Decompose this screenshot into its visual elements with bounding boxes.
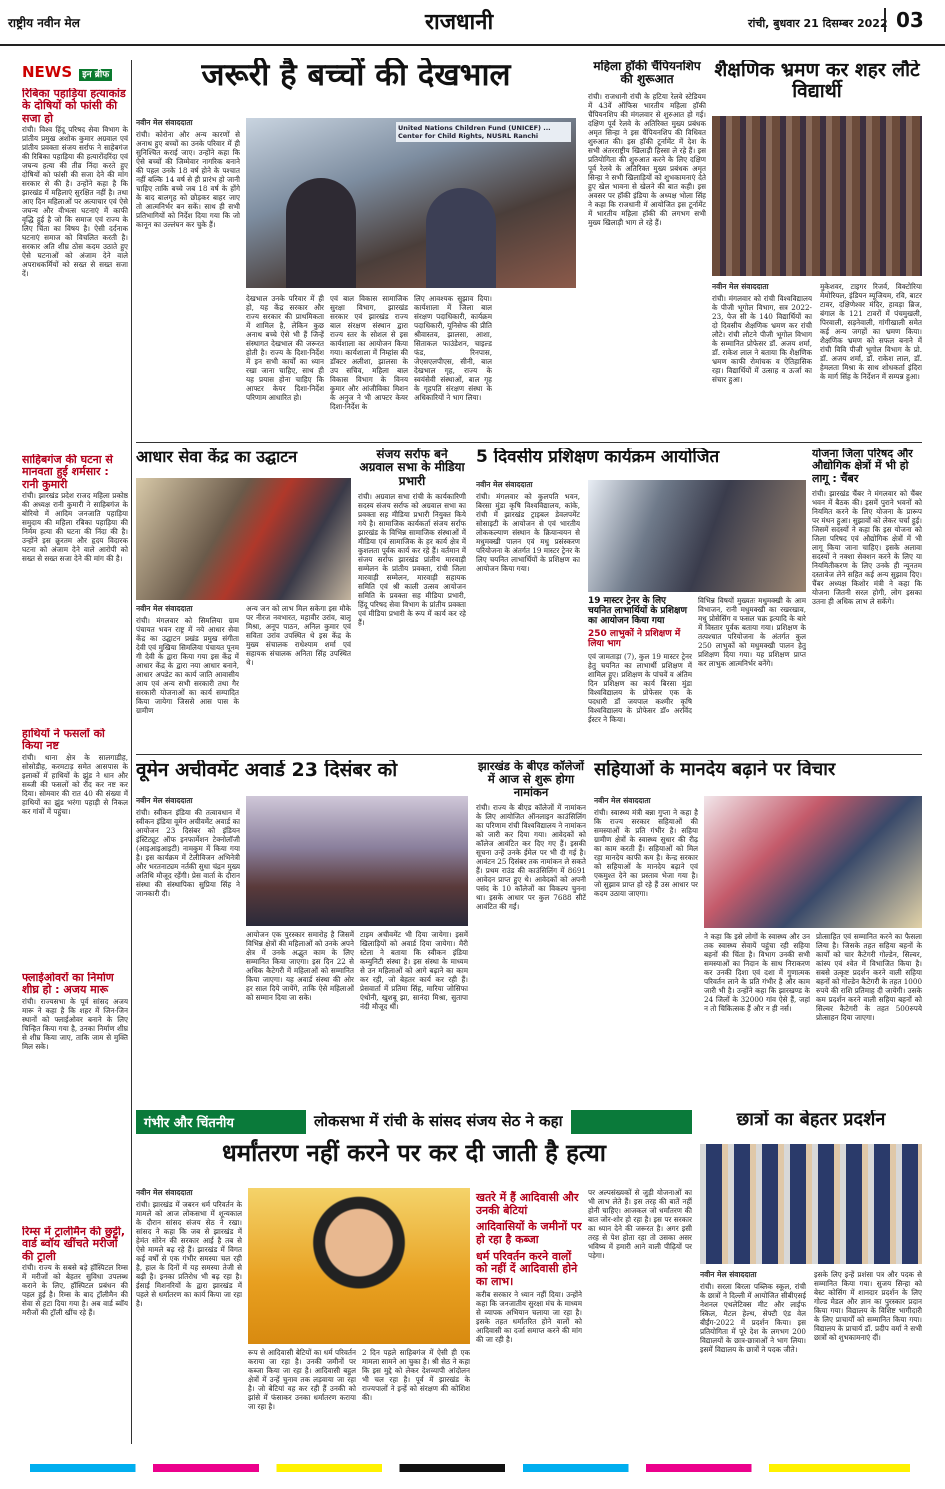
- kicker-label: गंभीर और चिंतनीय: [144, 1116, 234, 1131]
- conversion-text: करीब सरकार ने ध्यान नहीं दिया। उन्होंने कहा कि जनजातीय सुरक्षा मंच के माध्यम से व्यापक अभियान चलाया जा रहा है। इसके तहत धर्मांतरित होने वालों को आदिवासी का दर्जा समाप्त करने की मांग की जा रही है।: [476, 1290, 582, 1345]
- students-headline: छात्रों का बेहतर प्रदर्शन: [736, 1110, 886, 1130]
- lead-story: [136, 58, 576, 438]
- lead-text: लिए आवश्यक सुझाव दिया। कार्यशाला में जिला बाल संरक्षण पदाधिकारी, कार्यक्रम पदाधिकारी, यूनिसेफ की प्रीति श्रीवास्तव, झालसा, आशा, सिताकल फाउंडेशन, चाइल्ड फंड, रिनपास, जेएसएलपीएस, सीनी, बाल देखभाल गृह, राज्य के स्वयंसेवी संस्थाओं, बाल गृह के गृहपति संरक्षण संस्था के अधिकारियों ने भाग लिया।: [414, 294, 492, 402]
- brief-item: [22, 454, 128, 724]
- training-text: विभिन्न विषयों मुख्यतः मधुमक्खी के आम विभाजन, रानी मधुमक्खी का रखरखाव, मधु प्रोसेसिंग व फसल चक्र इत्यादि के बारे में विस्तार पूर्वक बताया गया। प्रशिक्षण के तत्पश्चात परियोजना के अंतर्गत कुल 250 लाभुकों को मधुमक्खी पालन हेतु प्रशिक्षण दिया गया। यह प्रशिक्षण प्राप्त कर लाभुक आत्मनिर्भर बनेंगे।: [698, 596, 806, 668]
- lead-text: रांची। कोरोना और अन्य कारणों से अनाथ हुए बच्चों का उनके परिवार में ही सुनिश्चित कराई जाए। उन्होंने कहा कि ऐसे बच्चों की जिम्मेवार नागरिक बनाने की पहल उनके 18 वर्ष होने के पश्चात नहीं बल्कि 14 वर्ष से ही प्रारंभ हो जानी चाहिए ताकि बच्चे जब 18 वर्ष के होंगे के बाद बालगृह को छोड़कर बाहर जाए तो आत्मनिर्भर बन सकें। साथ ही सभी प्रतिभागियों को निर्देश दिया गया कि जो कानून का उल्लंघन कर चुके हैं।: [136, 130, 240, 229]
- hockey-headline: महिला हॉकी चैंपियनशिप की शुरूआत: [593, 60, 701, 87]
- brief-title: रिम्स में ट्रालीमैन की छुट्टी, वार्ड ब्वॉय खींचते मरीजों की ट्राली: [22, 1226, 126, 1263]
- conversion-subhead: आदिवासियों के जमीनों पर हो रहा है कब्जा: [476, 1220, 582, 1246]
- women-award-text: रांची। स्वीकन इंडिया की तत्वावधान में स्वीकन इंडिया वूमेन अचीवमेंट अवार्ड का आयोजन 23 दिसंबर को इंडियन इंस्टिट्यूट ऑफ इनफार्मेशन टेक्नोलॉजी (आइआइआइटी) नामकुम में किया गया है। इस कार्यक्रम में टेलीविजन अभिनेत्री और भरतनाट्यम नर्तकी सुधा चंद्रन मुख्य अतिथि मौजूद रहेंगी। प्रेस वार्ता के दौरान संस्था की संस्थापिका सुप्रिया सिंह ने जानकारी दी।: [136, 808, 240, 898]
- brief-item: [22, 972, 128, 1222]
- lead-text: एवं बाल विकास सामाजिक सुरक्षा विभाग, झारखंड सरकार एवं झारखंड राज्य बाल संरक्षण संस्थान द्वारा राज्य स्तर के सोशल से इस कार्यशाला का आयोजन किया गया। कार्यशाला में निम्हांस की डॉक्टर अलीशा, झालसा के उप सचिव, महिला बाल विकास विभाग के विनय कुमार और आंजीविका मिशन के अनुज ने भी आफ्टर केयर दिशा-निर्देश के: [330, 294, 408, 411]
- training-text: रांची। मंगलवार को कुलपति भवन, बिरसा मुंडा कृषि विश्वविद्यालय, कांके, रांची में झारखंड ट्राइबल डेवलपमेंट सोसाइटी के आयोजन से एवं भारतीय लोककल्याण संस्थान के क्रियान्वयन से मधुमक्खी पालन एवं मधु प्रसंस्करण परियोजना के अंतर्गत 19 मास्टर ट्रेनर के लिए चयनित लाभार्थियों के प्रशिक्षण का आयोजन किया गया।: [476, 492, 580, 573]
- conversion-text: रांची। झारखंड में जबरन धर्म परिवर्तन के मामले को आज लोकसभा में शून्यकाल के दौरान सांसद संजय सेठ ने रखा। सांसद ने कहा कि जब से झारखंड में हेमंत सोरेन की सरकार आई है तब से ऐसे मामले बढ़ रहे हैं। झारखंड में विगत कई वर्षों से एक गंभीर समस्या चल रही है, हाल के दिनों में यह समस्या तेजी से बढ़ी है। इनका प्रतिरोध भी बढ़ रहा है। ईसाई मिशनरियों के द्वारा झारखंड में पहले से धर्मांतरण का कार्य किया जा रहा है।: [136, 1200, 242, 1308]
- edition-date: रांची, बुधवार 21 दिसम्बर 2022: [748, 17, 888, 30]
- students-column: [700, 1270, 806, 1442]
- conversion-story: [136, 1188, 692, 1448]
- training-text: एवं जामताड़ा (7), कुल 19 मास्टर ट्रेनर हेतु चयनित का लाभार्थी प्रशिक्षण में शामिल हुए। प्रशिक्षण के पांचवें व अंतिम दिन प्रशिक्षण का कार्य बिरसा मुंडा विश्वविद्यालय के प्रोफेसर एक के पदधारी डॉ जयपाल कश्मीर कृषि विश्वविद्यालय के प्रोफेसर डॉ० अरविंद ईस्टर ने किया।: [588, 652, 692, 725]
- aadhar-headline: आधार सेवा केंद्र का उद्घाटन: [136, 448, 298, 466]
- women-award-photo: [246, 796, 468, 926]
- sahiya-photo: [704, 796, 922, 928]
- byline: नवीन मेल संवाददाता: [136, 1188, 193, 1197]
- sahiya-story: [594, 760, 922, 1090]
- sahiya-text: रांची। स्वास्थ्य मंत्री बन्ना गुप्ता ने कहा है कि राज्य सरकार सहियाओं की समस्याओं के प्रति गंभीर है। सहिया ग्रामीण क्षेत्रों के स्वास्थ्य सुधार की रीढ़ का काम करती हैं। सहियाओं को मिल रहा मानदेय काफी कम है। केन्द्र सरकार को सहियाओं के मानदेय बढ़ाने एवं एकमुश्त देने का प्रस्ताव भेजा गया है। जो सुझाव प्राप्त हो रहे हैं उस आधार पर कदम उठाया जाएगा।: [594, 808, 698, 898]
- brief-text: रांची। झारखंड प्रदेश राजद महिला प्रकोष्ठ की अध्यक्ष रानी कुमारी ने साहिबगंज के बोरियो में आदिम जनजाति पहाड़िया समुदाय की महिला रबिका पहाड़िया की निर्मम हत्या की घटना की निंदा की है। उन्होंने इस क्रूरतम और हृदय विदारक घटना को अंजाम देने वाले आरोपी को सख्त से सख्त सजा देने की मांग की है।: [22, 490, 128, 563]
- brief-item: [22, 88, 128, 450]
- students-story: [700, 1110, 922, 1448]
- sahiya-headline: सहियाओं के मानदेय बढ़ाने पर विचार: [594, 760, 836, 780]
- kicker-bar: [136, 1110, 692, 1134]
- brief-title: साहिबगंज की घटना से मानवता हुई शर्मसार : रानी कुमारी: [22, 454, 113, 491]
- byline: नवीन मेल संवाददाता: [712, 282, 769, 291]
- news-in-brief-column: [22, 62, 128, 1444]
- lead-text: देखभाल उनके परिवार में ही हो, यह केंद्र सरकार और राज्य सरकार की प्राथमिकता में शामिल है, लेकिन कुछ अनाथ बच्चे ऐसे भी हैं जिन्हें संस्थागत देखभाल की जरूरत होती है। राज्य के दिशा-निर्देश में इन सभी कार्यों का ध्यान रखा जाना चाहिए, साथ ही यह प्रयास होना चाहिए कि आफ्टर केयर दिशा-निर्देश परिणाम आधारित हो।: [246, 294, 324, 402]
- brief-title: फ्लाईओवरों का निर्माण शीघ्र हो : अजय मारू: [22, 972, 114, 997]
- training-headline: 5 दिवसीय प्रशिक्षण कार्यक्रम आयोजित: [476, 448, 720, 467]
- tour-column: [712, 282, 812, 434]
- brief-item: [22, 1226, 128, 1444]
- section-title: राजधानी: [425, 10, 494, 35]
- speaker-figure: [426, 188, 496, 288]
- women-award-text: टाइम अचीवमेंट भी दिया जायेगा। इसमें खिलाड़ियों को अवार्ड दिया जायेगा। मैरी स्टेला ने बताया कि स्वीकन इंडिया कम्युनिटी संस्था है। इस संस्था के माध्यम से उन महिलाओं को आगे बढ़ाने का काम कर रही, जो बेहतर कार्य कर रही हैं। प्रेसवार्ता में प्रतिमा सिंह, मारिया जोसिफा एंथोनी, खुशबू झा, सानंदा मिश्रा, सुतापा नंदी मौजूद थीं।: [360, 930, 468, 1011]
- byline: नवीन मेल संवाददाता: [136, 604, 193, 613]
- conversion-headline: धर्मांतरण नहीं करने पर कर दी जाती है हत्या: [221, 1139, 607, 1167]
- women-award-story: [136, 760, 468, 1090]
- chamber-story: [812, 448, 922, 748]
- training-subhead: 19 मास्टर ट्रेनर के लिए चयनित लाभार्थियों के प्रशिक्षण का आयोजन किया गया: [588, 596, 687, 627]
- tour-story: [712, 60, 922, 438]
- hockey-story: [588, 60, 706, 438]
- tour-group-photo: [712, 116, 922, 276]
- lead-headline: जरूरी है बच्चों की देखभाल: [201, 58, 511, 93]
- byline: नवीन मेल संवाददाता: [136, 118, 193, 127]
- speaker-figure: [286, 178, 356, 288]
- chamber-text: रांची। झारखंड चैंबर ने मंगलवार को चैंबर भवन में बैठक की। इसमें पुराने भवनों को नियमित करने के लिए योजना के प्रारूप पर मंथन हुआ। सुझावों को लेकर चर्चा हुई। जिसमें सदस्यों ने कहा कि इस योजना को जिला परिषद एवं औद्योगिक क्षेत्रों में भी लागू किया जाना चाहिए। इसके अलावा सदस्यों ने नक्शा सेक्शन करने के लिए या नियमितीकरण के लिए उनके ही न्यूनतम दस्तावेज लेने सहित कई अन्य सुझाव दिए। चैंबर अध्यक्ष किशोर मंत्री ने कहा कि योजना जितनी सरल होगी, लोग इसका उतना ही अधिक लाभ ले सकेंगे।: [812, 488, 922, 606]
- sahiya-text: ने कहा कि इसे लोगों के स्वास्थ्य और उन तक स्वास्थ्य सेवायें पहुंचा रही सहिया बहनों की चिंता है। विभाग उनकी सभी समस्याओं का निदान के साथ निराकरण कर उनकी दिशा एवं दशा में गुणात्मक परिवर्तन लाने के प्रति गंभीर है और काम जारी भी है। उन्होंने कहा कि झारखण्ड के 24 जिलों के 32000 गांव ऐसे हैं, जहां न तो चिकित्सक हैं और न ही नर्स।: [704, 932, 810, 1013]
- brief-text: रांची। थाना क्षेत्र के सालगाडीह, सोसोडीह, करमटाड़ समेत आसपास के इलाकों में हाथियों के झुंड ने धान और सब्जी की फसलों को रौंद कर नष्ट कर दिया। सोमवार की रात 40 की संख्या में हाथियों का झुंड भरंगा पहाड़ी से निकल कर गांवों में पहुंचा।: [22, 752, 128, 816]
- students-photo: [700, 1144, 922, 1264]
- aadhar-text: अन्य जन को लाभ मिल सकेगा इस मौके पर नीरज नवभारत, महावीर उरांव, बालू मिश्रा, अनूप पाठन, अनिल कुमार एवं सविता उरांव उपस्थित थे इस केंद्र के मुख्य संचालक राधेश्याम शर्मा एवं सहायक संचालक अनिता सिंह उपस्थित थे।: [246, 604, 351, 667]
- brief-text: रांची। राज्यसभा के पूर्व सांसद अजय मारू ने कहा है कि शहर में जिन-जिन स्थानों को फ्लाईओवर बनाने के लिए चिन्हित किया गया है, उनका निर्माण शीघ्र से शीघ्र किया जाए, ताकि जाम से मुक्ति मिल सके।: [22, 996, 128, 1051]
- tour-headline: शैक्षणिक भ्रमण कर शहर लौटे विद्यार्थी: [714, 60, 920, 103]
- conversion-column: [476, 1188, 582, 1408]
- byline: नवीन मेल संवाददाता: [594, 796, 651, 805]
- conversion-text: 2 दिन पहले साहिबगंज में ऐसी ही एक मामला सामने आ चुका है। श्री सेठ ने कहा कि इस मुद्दे को लेकर देशव्यापी आंदोलन भी चल रहा है। पूर्व में झारखंड के राज्यपालों ने इन्हें को संरक्षण की कोशिश की।: [362, 1348, 470, 1402]
- row-divider: [136, 754, 922, 755]
- training-story: [476, 448, 806, 748]
- byline: नवीन मेल संवाददाता: [700, 1270, 757, 1279]
- byline: नवीन मेल संवाददाता: [476, 480, 533, 489]
- mp-portrait: [248, 1188, 470, 1344]
- women-award-headline: वूमेन अचीवमेंट अवार्ड 23 दिसंबर को: [136, 760, 398, 781]
- conversion-text: पर अल्पसंख्यकों से जुड़ी योजनाओं का भी लाभ लेते हैं। इस तरह की बातें नहीं होनी चाहिए। आजकल जो धर्मांतरण की बात जोर-शोर हो रहा है। इस पर सरकार का ध्यान देने की जरूरत है। अगर इसी तरह से पेश होता रहा तो उसका असर भविष्य में हमारी आने वाली पीढ़ियों पर पड़ेगा।: [588, 1188, 692, 1260]
- brief-text: रांची। राज्य के सबसे बड़े हॉस्पिटल रिम्स में मरीजों को बेहतर सुविधा उपलब्ध कराने के लिए, हॉस्पिटल प्रबंधन की पहल हुई है। रिम्स के बाद ट्रॉलीमैन की सेवा से हटा दिया गया है। अब वार्ड ब्वॉय मरीजों की ट्रॉली खींच रहे हैं।: [22, 1262, 128, 1317]
- tour-text: मुकेशवर, टाइगर रिजर्व, विक्टोरिया मेमोरियल, इंडियन म्यूजियम, रवि, बाटर टावर, दक्षिणेश्वर मंदिर, हावड़ा ब्रिज, बंगाल के 121 टावरों में पंचमुखली, पिरवाली, सड़नेवाली, गांगीखाली समेत कई अन्य जगहों का भ्रमण किया। शैक्षणिक भ्रमण को सफल बनाने में रांची विवि पीजी भूगोल विभाग के प्रो. डॉ. अजय शर्मा, डॉ. राकेश लाल, डॉ. हेमलता मिश्रा के साथ शोधकर्ता इंदिरा के मार्ग सिंह के निर्देशन में सम्पन्न हुआ।: [820, 282, 922, 381]
- sarraf-headline: संजय सर्राफ बने अग्रवाल सभा के मीडिया प्रभारी: [359, 448, 465, 488]
- sahiya-text: प्रोत्साहित एवं सम्मानित करने का फैसला लिया है। जिसके तहत सहिया बहनों के कार्यों को चार कैटेगरी गोल्डेन, सिल्वर, कांस्य एवं श्वेत में विभाजित किया है। सबसे उत्कृष्ट प्रदर्शन करने वाली सहिया बहनों को गोल्डेन कैटेगरी के तहत 1000 रुपये की राशि प्रतिमाह दी जायेगी। उसके कम प्रदर्शन करने वाली सहिया बहनों को सिल्वर कैटेगरी के तहत 500रुपये प्रोत्साहन दिया जाएगा।: [816, 932, 922, 1022]
- column-divider: [131, 60, 132, 1444]
- aadhar-text: रांची। मंगलवार को सिमलिया ग्राम पंचायत भवन राष्ट्र में नये आधार सेवा केंद्र का उद्घाटन प्रखंड प्रमुख संगीता देवी एवं मुखिया सिमलिया पंचायत पूनम गी देवी के द्वारा किया गया इस केंद्र में आधार केंद्र के द्वारा नया आधार बनाने, आधार अपडेट का कार्य जाति आवासीय आय एवं अन्य सभी सरकारी तथा गैर सरकारी योजनाओं का कार्य सम्पादित किया जायेगा जिससे आस पास के ग्रामीण: [136, 616, 239, 715]
- lead-photo: [246, 118, 576, 288]
- aadhar-photo: [136, 478, 351, 600]
- print-registration-bar: [0, 1450, 945, 1489]
- training-column: [476, 480, 580, 744]
- aadhar-story: [136, 448, 351, 748]
- sarraf-story: [358, 448, 466, 748]
- brand-logo: राष्ट्रीय नवीन मेल: [8, 16, 80, 30]
- masthead: [0, 0, 945, 46]
- strap-headline: लोकसभा में रांची के सांसद संजय सेठ ने कहा: [306, 1110, 571, 1134]
- training-photo: [588, 480, 806, 592]
- training-column: [588, 596, 692, 740]
- bed-admission-story: [476, 760, 586, 1090]
- conversion-subhead: धर्म परिवर्तन करने वालों को नहीं दें आदिवासी होने का लाभ।: [476, 1249, 578, 1288]
- sahiya-column: [594, 796, 698, 1084]
- sarraf-text: रांची। अग्रवाल सभा रांची के कार्यकारिणी सदस्य संजय सर्राफ को अग्रवाल सभा का प्रवक्ता सह मीडिया प्रभारी नियुक्त किये गये है। सामाजिक कार्यकर्ता संजय सर्राफ झारखंड के विभिन्न सामाजिक संस्थाओं में मीडिया एवं सामाजिक के हर कार्य क्षेत्र में कुशलता पूर्वक कार्य कर रहे हैं। वर्तमान में संजय सर्राफ झारखंड प्रांतीय मारवाड़ी सम्मेलन के प्रांतीय प्रवक्ता, रांची जिला मारवाड़ी सम्मेलन, मारवाड़ी सहायक समिति एवं श्री काली उत्सव आयोजन समिति के प्रवक्ता सह मीडिया प्रभारी, हिंदू परिषद सेवा विभाग के प्रांतीय प्रवक्ता एवं मीडिया प्रभारी के रूप में कार्य कर रहे हैं।: [358, 492, 466, 628]
- row-divider: [136, 442, 922, 443]
- news-logo-text: NEWS: [22, 63, 73, 81]
- women-award-column: [136, 796, 240, 1084]
- byline: नवीन मेल संवाददाता: [136, 796, 193, 805]
- lead-column: [136, 118, 240, 430]
- brief-text: रांची। विश्व हिंदू परिषद सेवा विभाग के प्रांतीय प्रमुख अशोक कुमार अग्रवाल एवं प्रांतीय प्रवक्ता संजय सर्राफ ने साहेबगंज की रिबिका पहाड़िया की हत्यारोंदरिंदा एवं जघन्य हत्या की तीव्र निंदा करते हुए दोषियों को फांसी की सजा देने की मांग सरकार से की है। उन्होंने कहा है कि झारखंड में महिलाएं सुरक्षित नहीं है। तथा आए दिन महिलाओं पर अत्याचार एवं ऐसे जघन्य और वीभत्स घटनाएं में काफी वृद्धि हुई है जो कि समाज एवं राज्य के लिए चिंता का विषय है। ऐसी दर्दनाक घटनाएं समाज को विचलित करती है। सरकार अति शीघ्र ठोस कदम उठाते हुए ऐसे घटनाओं को अंजाम देने वाले अपराधकर्मियों को सख्त से सख्त सजा दें।: [22, 124, 128, 278]
- bed-text: रांची। राज्य के बीएड कॉलेजों में नामांकन के लिए आयोजित ऑनलाइन काउंसिलिंग का परिणाम रांची विश्वविद्यालय ने नामांकन को जारी कर दिया गया। आवेदकों को कॉलेज आवंटित कर दिए गए हैं। इसकी सूचना उन्हें उनके ईमेल पर भी दी गई है। आवंटन 25 दिसंबर तक नामांकन ले सकते हैं। प्रथम राउंड की काउंसिलिंग में 8691 आवेदन प्राप्त हुए थे। आवेदकों को अपनी पसंद के 10 कॉलेजों का विकल्प चुनना था। इसके आधार पर कुल 7688 सीटें आवंटित की गईं।: [476, 802, 586, 911]
- news-brief-logo: [22, 62, 128, 88]
- conversion-text: रूप से आदिवासी बेटियों का धर्म परिवर्तन कराया जा रहा है। उनकी जमीनों पर कब्जा किया जा रहा है। आदिवासी बहुल क्षेत्रों में उन्हें चुनाव तक लड़वाया जा रहा है। जो बेटियां वह कर रही हैं उनकी को झांसे में फंसाकर उनका धर्मांतरण कराया जा रहा है।: [248, 1348, 356, 1411]
- training-subhead: 250 लाभुकों ने प्रशिक्षण में लिया भाग: [588, 629, 681, 650]
- hockey-text: रांची। राजधानी रांची के हटिया रेलवे स्टेडियम में 43वें ऑफिस भारतीय महिला हॉकी चैंपियनशिप की मंगलवार से शुरुआत हो गई। दक्षिण पूर्व रेलवे के अतिरिक्त मुख्य प्रबंधक अमृत सिन्हा ने इस चैंपियनशिप की विधिवत शुरुआत की। इस हॉकी टूर्नामेंट में देश के सभी अंतरराष्ट्रीय खिलाड़ी हिस्सा ले रहे हैं। इस प्रतियोगिता की शुरुआत करने के लिए दक्षिण पूर्व रेलवे के अतिरिक्त मुख्य प्रबंधक अमृत सिन्हा ने सभी खिलाड़ियों को शुभकामनाएं देते हुए खेल भावना से खेलने की बात कही। इस अवसर पर हॉकी इंडिया के अध्यक्ष भोला सिंह ने कहा कि राजधानी में आयोजित इस टूर्नामेंट में भारतीय महिला हॉकी की लगभग सभी मुख्य खिलाड़ी भाग ले रहे हैं।: [588, 91, 706, 227]
- tour-text: रांची। मंगलवार को रांची विश्वविद्यालय के पीजी भूगोल विभाग, सत्र 2022-23, पेज सी के 140 विद्यार्थियों का दो दिवसीय शैक्षणिक भ्रमण कर रांची लौटे। रांची लौटने पीजी भूगोल विभाग के सम्मानित प्रोफेसर डॉ. अजय शर्मा, डॉ. राकेश लाल ने बताया कि शैक्षणिक भ्रमण काफी रोमांचक व ऐतिहासिक रहा। विद्यार्थियों में उत्साह व ऊर्जा का संचार हुआ।: [712, 294, 812, 384]
- students-text: रांची। सरला बिरला पब्लिक स्कूल, रांची के छात्रों ने दिल्ली में आयोजित सीबीएसई नेशनल एथलेटिक्स मीट और लाईफ स्किल, मैटल हेल्थ, सेफ्टी एंड वेल बीईंग-2022 में प्रदर्शन किया। इस प्रतियोगिता में पूरे देश के लगभग 200 विद्यालयों के छात्र-छात्राओं ने भाग लिया। इसमें विद्यालय के छात्रों ने पदक जीते।: [700, 1282, 806, 1354]
- chamber-headline: योजना जिला परिषद और औद्योगिक क्षेत्रों में भी हो लागू : चैंबर: [812, 448, 913, 485]
- bed-headline: झारखंड के बीएड कॉलेजों में आज से शुरू होगा नामांकन: [478, 760, 584, 799]
- students-text: इसके लिए इन्हें प्रशंसा पत्र और पदक से सम्मानित किया गया। सुजय सिन्हा को बेस्ट कोसिंग में शानदार प्रदर्शन के लिए गोल्ड मेडल और ज्ञान का पुरस्कार प्रदान किया गया। विद्यालय के विशिष्ट भागीदारी के लिए प्राचार्यों को सम्मानित किया गया। विद्यालय के प्राचार्य डॉ. प्रदीप वर्मा ने सभी छात्रों को शुभकामनाएं दीं।: [814, 1270, 922, 1342]
- aadhar-column: [136, 604, 239, 744]
- page-number: 03: [884, 8, 924, 32]
- brief-title: रिबिका पहाड़िया हत्याकांड के दोषियों को फांसी की सजा हो: [22, 88, 126, 125]
- brief-item: [22, 728, 128, 968]
- women-award-text: आयोजन एक पुरस्कार समारोह है जिसमें विभिन्न क्षेत्रों की महिलाओं को उनके अपने क्षेत्र में उनके अद्भुत काम के लिए सम्मानित किया जाएगा। इस दिन 22 से अधिक कैटेगरी में महिलाओं को सम्मानित किया जाएगा। यह अवार्ड संस्था की ओर हर साल दिये जायेंगे, ताकि ऐसे महिलाओं को सम्मान दिया जा सके।: [246, 930, 354, 1002]
- banner-text: United Nations Children Fund (UNICEF) ... Center for Child Rights, NUSRL Ranchi: [396, 122, 571, 142]
- conversion-subhead: खतरे में हैं आदिवासी और उनकी बेटियां: [476, 1191, 579, 1217]
- brief-title: हाथियों ने फसलों को किया नष्ट: [22, 728, 105, 753]
- brief-logo-text: इन ब्रीफ: [79, 69, 112, 81]
- conversion-column: [136, 1188, 242, 1444]
